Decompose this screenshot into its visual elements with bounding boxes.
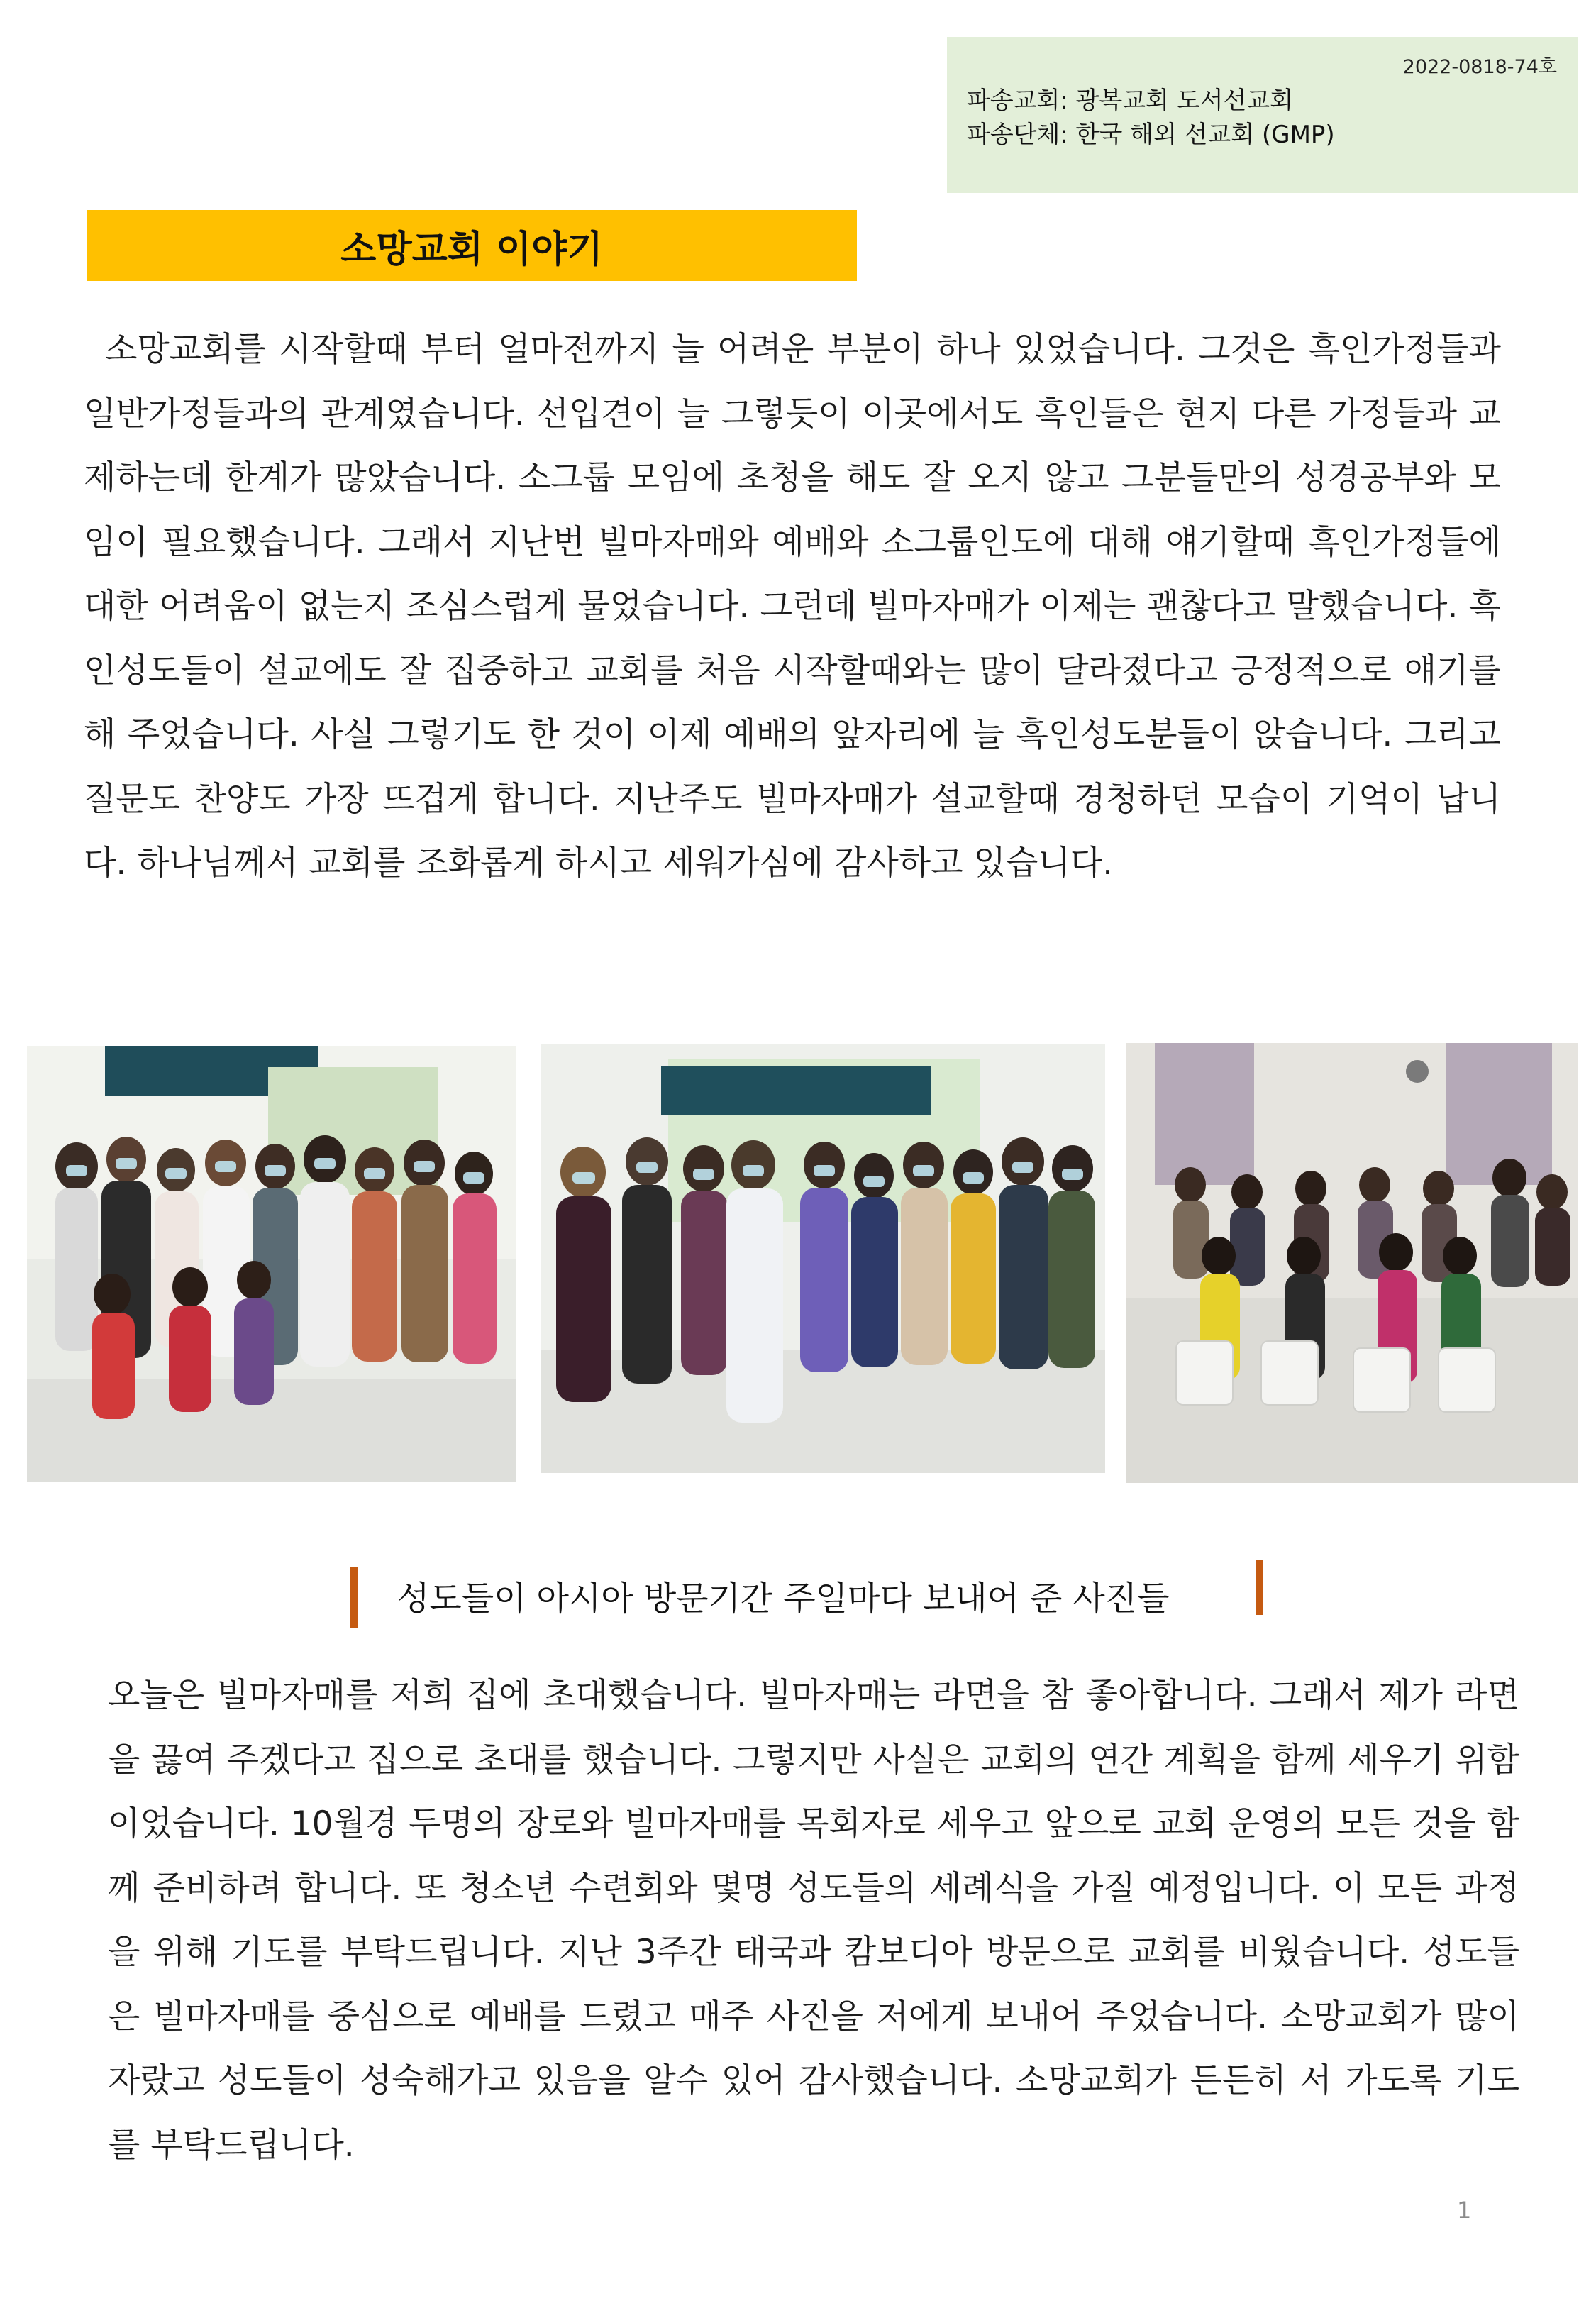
caption-text: 성도들이 아시아 방문기간 주일마다 보내어 준 사진들 <box>397 1579 1170 1618</box>
page-number: 1 <box>1457 2197 1472 2224</box>
issue-number: 2022-0818-74호 <box>1402 56 1557 78</box>
group-photo-1 <box>27 1046 516 1482</box>
group-photo-2 <box>541 1044 1105 1473</box>
caption-left-bar <box>350 1567 358 1628</box>
sending-info-box <box>947 37 1578 193</box>
sending-church: 파송교회: 광복교회 도서선교회 <box>967 87 1294 115</box>
caption-right-bar <box>1256 1560 1263 1615</box>
section-title-bar <box>87 210 857 281</box>
photo-caption <box>348 1560 1270 1623</box>
story-paragraph: 소망교회를 시작할때 부터 얼마전까지 늘 어려운 부분이 하나 있었습니다. 그것은 흑인가정들과 일반가정들과의 관계였습니다. 선입견이 늘 그렇듯이 이곳에서도 흑인들은 현지 다른 가정들과 교제하는데 한계가 많았습니다. 소그룹 모임에 초청을 해도 잘 오지 않고 그분들만의 성경공부와 모임이 필요했습니다. 그래서 지난번 빌마자매와 예배와 소그룹인도에 대해 얘기할때 흑인가정들에 대한 어려움이 없는지 조심스럽게 물었습니다. 그런데 빌마자매가 이제는 괜찮다고 말했습니다. 흑인성도들이 설교에도 잘 집중하고 교회를 처음 시작할때와는 많이 달라졌다고 긍정적으로 얘기를 해 주었습니다. 사실 그렇기도 한 것이 이제 예배의 앞자리에 늘 흑인성도분들이 앉습니다. 그리고 질문도 찬양도 가장 뜨겁게 합니다. 지난주도 빌마자매가 설교할때 경청하던 모습이 기억이 납니다. 하나님께서 교회를 조화롭게 하시고 세워가심에 감사하고 있습니다. <box>84 330 1501 883</box>
congregation-photo <box>1126 1043 1578 1483</box>
update-paragraph: 오늘은 빌마자매를 저희 집에 초대했습니다. 빌마자매는 라면을 참 좋아합니다. 그래서 제가 라면을 끓여 주겠다고 집으로 초대를 했습니다. 그렇지만 사실은 교회의 연간 계획을 함께 세우기 위함이었습니다. 10월경 두명의 장로와 빌마자매를 목회자로 세우고 앞으로 교회 운영의 모든 것을 함께 준비하려 합니다. 또 청소년 수련회와 몇명 성도들의 세례식을 가질 예정입니다. 이 모든 과정을 위해 기도를 부탁드립니다. 지난 3주간 태국과 캄보디아 방문으로 교회를 비웠습니다. 성도들은 빌마자매를 중심으로 예배를 드렸고 매주 사진을 저에게 보내어 주었습니다. 소망교회가 많이 자랐고 성도들이 성숙해가고 있음을 알수 있어 감사했습니다. 소망교회가 든든히 서 가도록 기도를 부탁드립니다. <box>108 1676 1519 2165</box>
section-title: 소망교회 이야기 <box>340 228 603 271</box>
sending-organization: 파송단체: 한국 해외 선교회 (GMP) <box>967 121 1335 149</box>
